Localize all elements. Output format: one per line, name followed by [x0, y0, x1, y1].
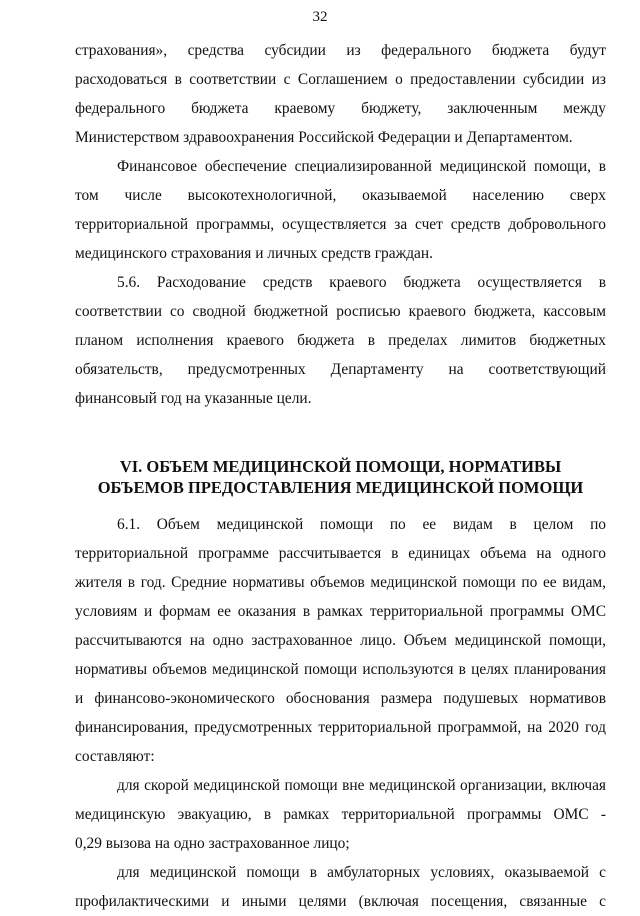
heading-line: VI. ОБЪЕМ МЕДИЦИНСКОЙ ПОМОЩИ, НОРМАТИВЫ [119, 457, 562, 476]
document-body [75, 36, 606, 916]
paragraph [75, 771, 606, 858]
text-line: расходоваться в соответствии с Соглашением о предоставлении субсидии из [75, 71, 606, 88]
text-line: том числе высокотехнологичной, оказываемой населению сверх [75, 187, 606, 204]
page-number: 32 [312, 9, 328, 25]
text-line: 0,29 вызова на одно застрахованное лицо; [75, 835, 350, 852]
paragraph [75, 510, 606, 771]
text-line: обязательств, предусмотренных Департаменту на соответствующий [75, 361, 606, 378]
text-line: территориальной программе рассчитывается в единицах объема на одного [75, 545, 606, 562]
spacer [75, 413, 606, 442]
text-line: для медицинской помощи в амбулаторных условиях, оказываемой с [117, 864, 606, 881]
text-line: и финансово-экономического обоснования размера подушевых нормативов [75, 690, 606, 707]
text-line: медицинского страхования и личных средств граждан. [75, 245, 433, 262]
text-line: Министерством здравоохранения Российской Федерации и Департаментом. [75, 129, 573, 146]
text-line: профилактическими и иными целями (включая посещения, связанные с [75, 893, 606, 910]
text-line: нормативы объемов медицинской помощи используются в целях планирования [75, 661, 606, 678]
text-line: финансовый год на указанные цели. [75, 390, 312, 407]
text-line: составляют: [75, 748, 155, 765]
paragraph [75, 858, 606, 916]
text-line: финансирования, предусмотренных территориальной программой, на 2020 год [75, 719, 606, 736]
text-line: 5.6. Расходование средств краевого бюджета осуществляется в [117, 274, 606, 291]
heading-line: ОБЪЕМОВ ПРЕДОСТАВЛЕНИЯ МЕДИЦИНСКОЙ ПОМОЩИ [97, 478, 584, 497]
text-line: планом исполнения краевого бюджета в пределах лимитов бюджетных [75, 332, 606, 349]
text-line: жителя в год. Средние нормативы объемов медицинской помощи по ее видам, [75, 574, 606, 591]
text-line: рассчитываются на одно застрахованное лицо. Объем медицинской помощи, [75, 632, 606, 649]
text-line: условиям и формам ее оказания в рамках территориальной программы ОМС [75, 603, 606, 620]
section-heading [75, 456, 606, 498]
text-line: медицинскую эвакуацию, в рамках территориальной программы ОМС - [75, 806, 606, 823]
text-line: федерального бюджета краевому бюджету, заключенным между [75, 100, 606, 117]
text-line: для скорой медицинской помощи вне медицинской организации, включая [117, 777, 606, 794]
text-line: 6.1. Объем медицинской помощи по ее видам в целом по [117, 516, 606, 533]
text-line: Финансовое обеспечение специализированной медицинской помощи, в [117, 158, 606, 175]
paragraph [75, 268, 606, 413]
text-line: страхования», средства субсидии из федерального бюджета будут [75, 42, 606, 59]
paragraph [75, 36, 606, 152]
text-line: территориальной программы, осуществляется за счет средств добровольного [75, 216, 606, 233]
paragraph [75, 152, 606, 268]
text-line: соответствии со сводной бюджетной росписью краевого бюджета, кассовым [75, 303, 606, 320]
